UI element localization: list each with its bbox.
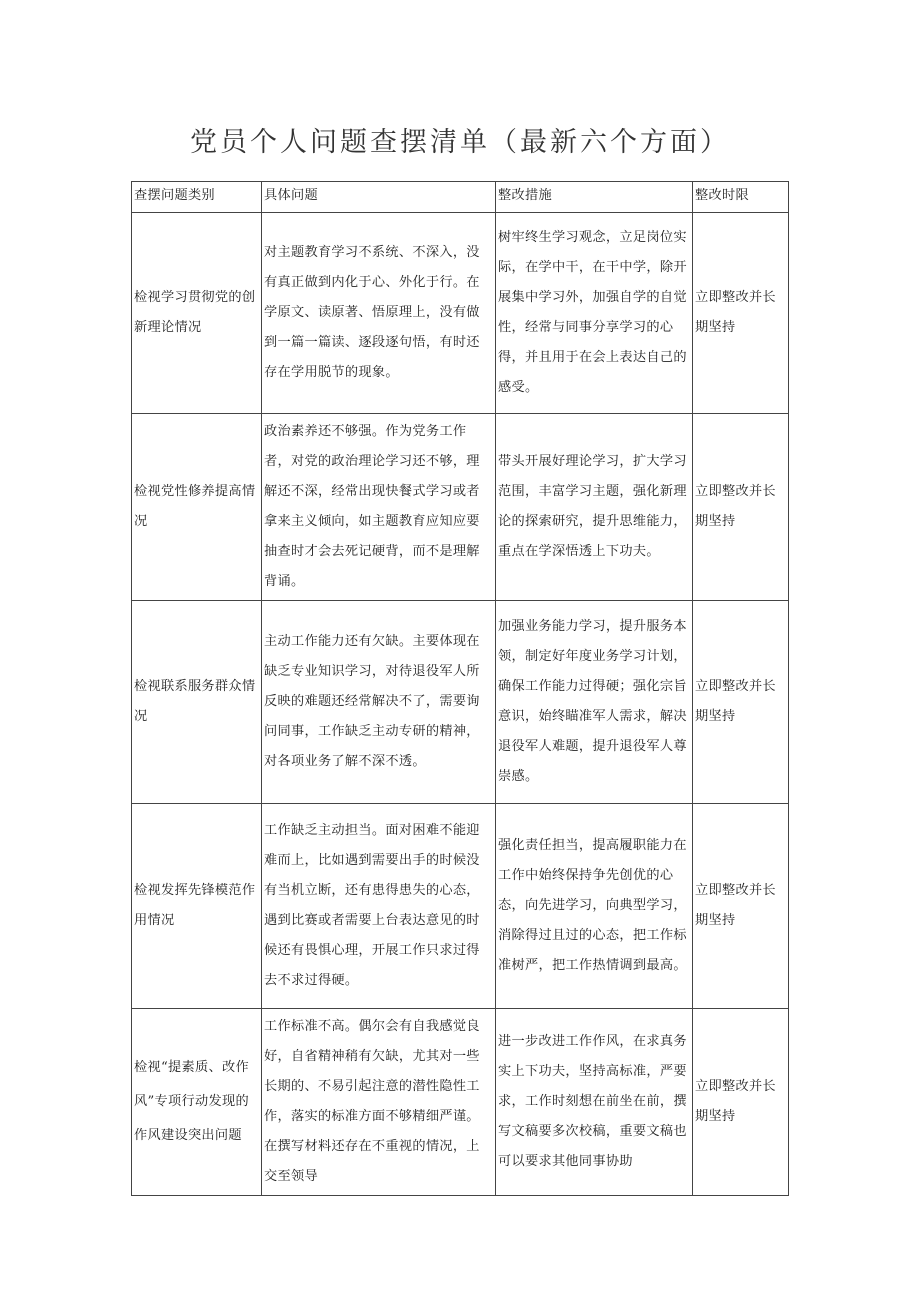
category-cell: 检视学习贯彻党的创新理论情况 bbox=[132, 213, 262, 414]
table-row bbox=[132, 213, 789, 414]
measure-cell: 强化责任担当，提高履职能力在工作中始终保持争先创优的心态，向先进学习，向典型学习，消除得过且过的心态，把工作标准树严，把工作热情调到最高。 bbox=[496, 804, 693, 1009]
header-category: 查摆问题类别 bbox=[132, 182, 262, 213]
problem-cell: 对主题教育学习不系统、不深入，没有真正做到内化于心、外化于行。在学原文、读原著、悟原理上，没有做到一篇一篇读、逐段逐句悟，有时还存在学用脱节的现象。 bbox=[262, 213, 496, 414]
table-row bbox=[132, 1009, 789, 1196]
measure-cell: 带头开展好理论学习，扩大学习范围，丰富学习主题，强化新理论的探索研究，提升思维能力，重点在学深悟透上下功夫。 bbox=[496, 414, 693, 601]
header-deadline: 整改时限 bbox=[693, 182, 789, 213]
deadline-cell: 立即整改并长期坚持 bbox=[693, 804, 789, 1009]
category-cell: 检视“提素质、改作风”专项行动发现的作风建设突出问题 bbox=[132, 1009, 262, 1196]
problem-cell: 工作缺乏主动担当。面对困难不能迎难而上，比如遇到需要出手的时候没有当机立断，还有患得患失的心态，遇到比赛或者需要上台表达意见的时候还有畏惧心理，开展工作只求过得去不求过得硬。 bbox=[262, 804, 496, 1009]
table-row bbox=[132, 414, 789, 601]
table-row bbox=[132, 804, 789, 1009]
measure-cell: 进一步改进工作作风，在求真务实上下功夫，坚持高标准，严要求，工作时刻想在前坐在前，撰写文稿要多次校稿，重要文稿也可以要求其他同事协助 bbox=[496, 1009, 693, 1196]
problem-cell: 政治素养还不够强。作为党务工作者，对党的政治理论学习还不够，理解还不深，经常出现快餐式学习或者拿来主义倾向，如主题教育应知应要抽查时才会去死记硬背，而不是理解背诵。 bbox=[262, 414, 496, 601]
deadline-cell: 立即整改并长期坚持 bbox=[693, 601, 789, 804]
problem-cell: 工作标准不高。偶尔会有自我感觉良好，自省精神稍有欠缺，尤其对一些长期的、不易引起注意的潜性隐性工作，落实的标准方面不够精细严谨。在撰写材料还存在不重视的情况，上交至领导 bbox=[262, 1009, 496, 1196]
checklist-table bbox=[131, 181, 789, 1196]
category-cell: 检视党性修养提高情况 bbox=[132, 414, 262, 601]
category-cell: 检视发挥先锋模范作用情况 bbox=[132, 804, 262, 1009]
measure-cell: 树牢终生学习观念，立足岗位实际，在学中干，在干中学，除开展集中学习外，加强自学的自觉性，经常与同事分享学习的心得，并且用于在会上表达自己的感受。 bbox=[496, 213, 693, 414]
problem-cell: 主动工作能力还有欠缺。主要体现在缺乏专业知识学习，对待退役军人所反映的难题还经常解决不了，需要询问同事，工作缺乏主动专研的精神，对各项业务了解不深不透。 bbox=[262, 601, 496, 804]
header-problem: 具体问题 bbox=[262, 182, 496, 213]
category-cell: 检视联系服务群众情况 bbox=[132, 601, 262, 804]
deadline-cell: 立即整改并长期坚持 bbox=[693, 213, 789, 414]
header-measure: 整改措施 bbox=[496, 182, 693, 213]
deadline-cell: 立即整改并长期坚持 bbox=[693, 414, 789, 601]
measure-cell: 加强业务能力学习，提升服务本领，制定好年度业务学习计划，确保工作能力过得硬；强化宗旨意识，始终瞄准军人需求，解决退役军人难题，提升退役军人尊崇感。 bbox=[496, 601, 693, 804]
page-title: 党员个人问题查摆清单（最新六个方面） bbox=[190, 127, 730, 158]
table-row bbox=[132, 601, 789, 804]
deadline-cell: 立即整改并长期坚持 bbox=[693, 1009, 789, 1196]
table-header-row bbox=[132, 182, 789, 213]
